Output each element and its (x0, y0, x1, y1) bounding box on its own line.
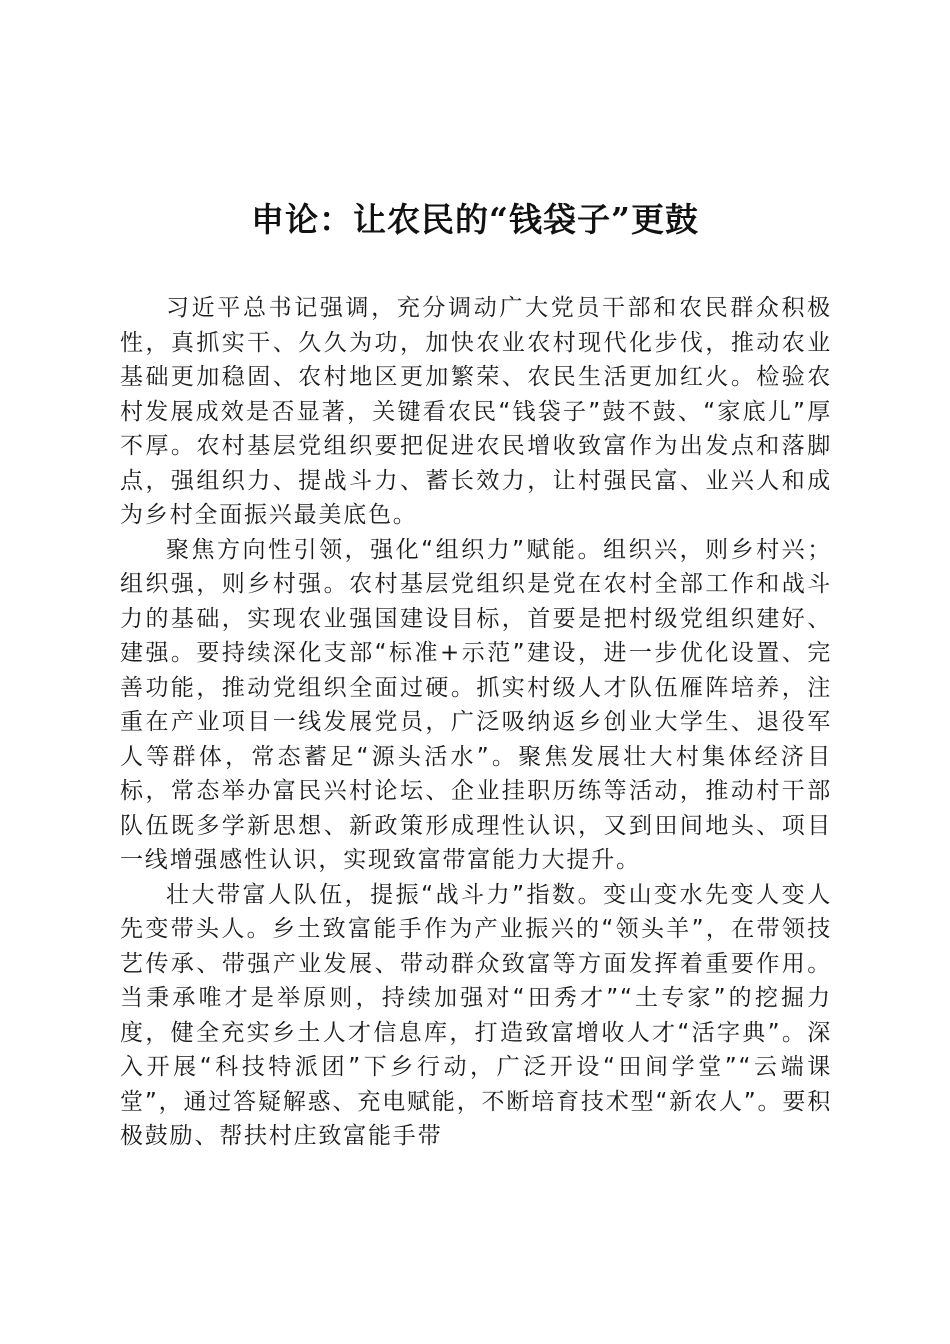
paragraph-3: 壮大带富人队伍，提振“战斗力”指数。变山变水先变人变人先变带头人。乡土致富能手作为产业振兴的“领头羊”，在带领技艺传承、带强产业发展、带动群众致富等方面发挥着重要作用。当秉承唯才是举原则，持续加强对“田秀才”“土专家”的挖掘力度，健全充实乡土人才信息库，打造致富增收人才“活字典”。深入开展“科技特派团”下乡行动，广泛开设“田间学堂”“云端课堂”，通过答疑解惑、充电赋能，不断培育技术型“新农人”。要积极鼓励、帮扶村庄致富能手带 (120, 881, 832, 1149)
paragraph-1: 习近平总书记强调，充分调动广大党员干部和农民群众积极性，真抓实干、久久为功，加快农业农村现代化步伐，推动农业基础更加稳固、农村地区更加繁荣、农民生活更加红火。检验农村发展成效是否显著，关键看农民“钱袋子”鼓不鼓、“家底儿”厚不厚。农村基层党组织要把促进农民增收致富作为出发点和落脚点，强组织力、提战斗力、蓄长效力，让村强民富、业兴人和成为乡村全面振兴最美底色。 (120, 295, 832, 528)
document-title: 申论：让农民的“钱袋子”更鼓 (251, 200, 699, 239)
paragraph-2: 聚焦方向性引领，强化“组织力”赋能。组织兴，则乡村兴；组织强，则乡村强。农村基层党组织是党在农村全部工作和战斗力的基础，实现农业强国建设目标，首要是把村级党组织建好、建强。要持续深化支部“标准+示范”建设，进一步优化设置、完善功能，推动党组织全面过硬。抓实村级人才队伍雁阵培养，注重在产业项目一线发展党员，广泛吸纳返乡创业大学生、退役军人等群体，常态蓄足“源头活水”。聚焦发展壮大村集体经济目标，常态举办富民兴村论坛、企业挂职历练等活动，推动村干部队伍既多学新思想、新政策形成理性认识，又到田间地头、项目一线增强感性认识，实现致富带富能力大提升。 (120, 536, 832, 873)
document-body (120, 291, 832, 1154)
